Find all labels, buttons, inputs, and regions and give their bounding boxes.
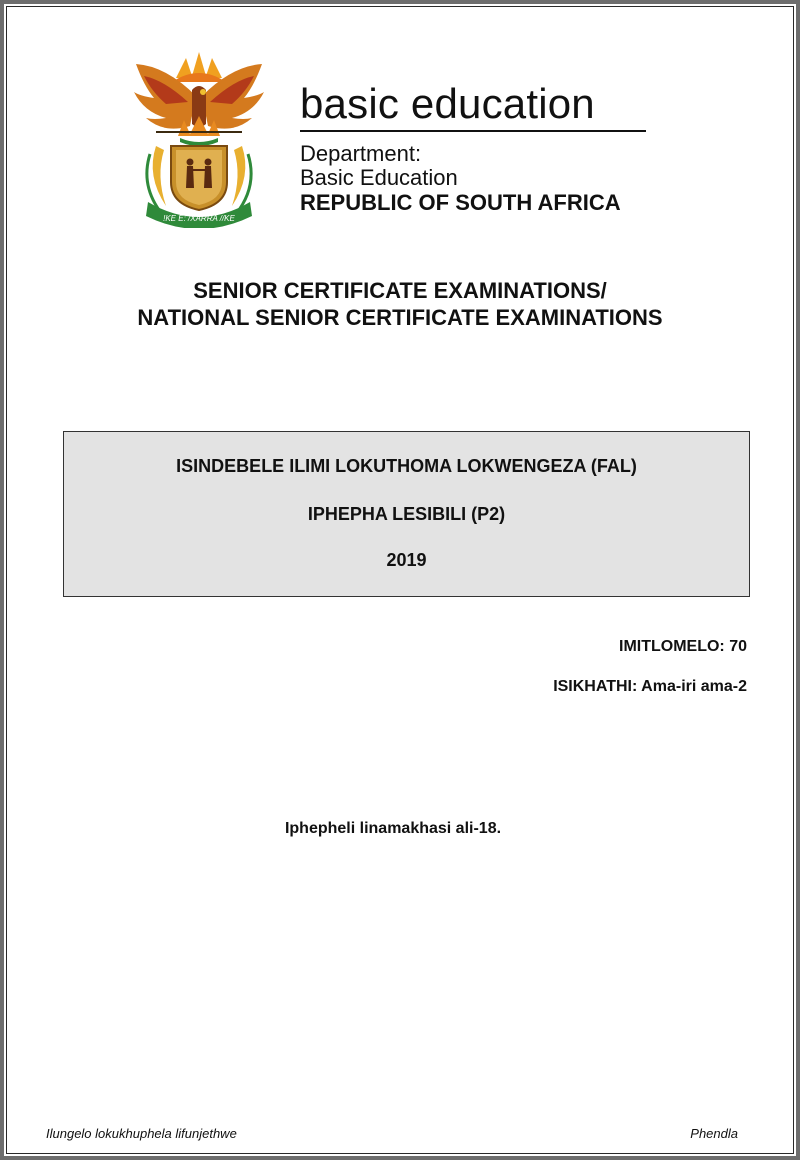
exam-heading-line1: SENIOR CERTIFICATE EXAMINATIONS/	[193, 278, 607, 303]
exam-heading	[0, 277, 800, 331]
paper-info-box	[63, 431, 750, 597]
paper-number: IPHEPHA LESIBILI (P2)	[307, 504, 506, 524]
marks-label: IMITLOMELO: 70	[619, 638, 747, 655]
department-name: Basic Education	[300, 165, 458, 190]
time-label: ISIKHATHI: Ama-iri ama-2	[553, 678, 747, 695]
brand-title: basic education	[300, 80, 595, 127]
paper-year: 2019	[386, 550, 427, 570]
brand-block	[300, 80, 648, 216]
copyright-notice: Ilungelo lokukhuphela lifunjethwe	[46, 1126, 237, 1141]
turn-over-label: Phendla	[690, 1126, 738, 1141]
department-label: Department:	[300, 141, 422, 166]
crest-motto: !KE E: /XARRA //KE	[163, 214, 235, 223]
brand-underline	[300, 130, 646, 132]
shield-icon	[171, 146, 227, 210]
page-count-note: Iphepheli linamakhasi ali-18.	[284, 820, 502, 837]
coat-of-arms-logo	[126, 46, 272, 228]
sun-icon	[172, 52, 226, 82]
subject-title: ISINDEBELE ILIMI LOKUTHOMA LOKWENGEZA (FAL)	[176, 456, 637, 476]
exam-heading-line2: NATIONAL SENIOR CERTIFICATE EXAMINATIONS	[137, 305, 663, 330]
republic-label: REPUBLIC OF SOUTH AFRICA	[300, 190, 621, 215]
